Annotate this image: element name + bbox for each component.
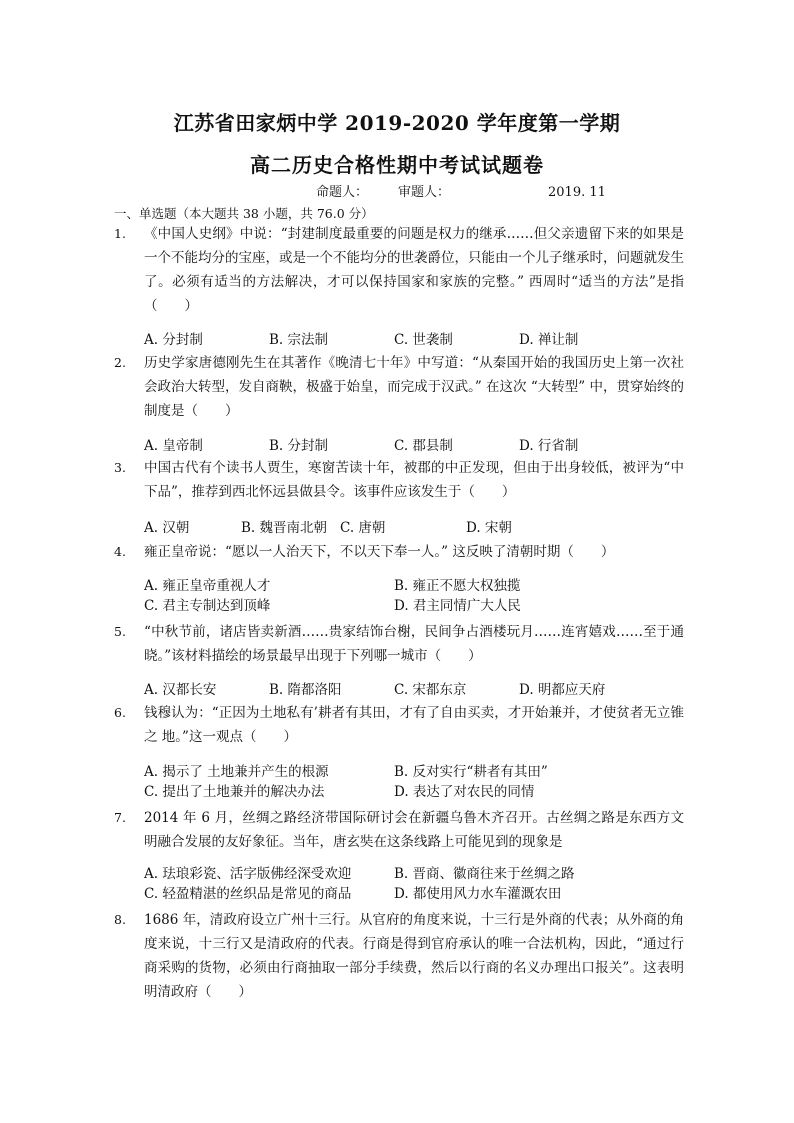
option-c: C. 提出了土地兼并的解决办法 xyxy=(144,784,325,800)
exam-date: 2019. 11 xyxy=(548,185,606,200)
question-number: 6. xyxy=(114,705,126,720)
question-stem: 《中国人史纲》中说：“封建制度最重要的问题是权力的继承……但父亲遗留下来的如果是一个不能均分的宝座，或是一个不能均分的世袭爵位，只能由一个儿子继承时，问题就发生了。必须有适当的方法解决，才可以保持国家和家族的完整。” 西周时“适当的方法”是指（ ） xyxy=(144,226,684,314)
option-a: A. 皇帝制 xyxy=(144,438,203,454)
question-stem: 2014 年 6 月，丝绸之路经济带国际研讨会在新疆乌鲁木齐召开。古丝绸之路是东西方文明融合发展的友好象征。当年，唐玄奘在这条线路上可能见到的现象是 xyxy=(144,810,684,850)
question-number: 8. xyxy=(114,912,126,927)
option-b: B. 晋商、徽商往来于丝绸之路 xyxy=(394,866,575,882)
question-stem: 雍正皇帝说：“愿以一人治天下，不以天下奉一人。” 这反映了清朝时期（ ） xyxy=(144,544,615,560)
option-c: C. 世袭制 xyxy=(394,332,453,348)
question-number: 5. xyxy=(114,624,126,639)
exam-title: 江苏省田家炳中学 2019-2020 学年度第一学期 xyxy=(173,111,621,135)
question-number: 4. xyxy=(114,544,126,559)
question-5 xyxy=(114,620,684,668)
question-7 xyxy=(114,806,684,854)
section-heading: 一、单选题（本大题共 38 小题，共 76.0 分） xyxy=(114,206,374,221)
question-number: 3. xyxy=(114,460,126,475)
option-d: D. 明都应天府 xyxy=(519,682,606,698)
option-b: B. 隋都洛阳 xyxy=(269,682,342,698)
option-c: C. 君主专制达到顶峰 xyxy=(144,598,271,614)
question-5-options xyxy=(144,680,644,700)
question-number: 7. xyxy=(114,810,126,825)
option-d: D. 宋朝 xyxy=(466,520,512,536)
question-6-options xyxy=(144,762,644,802)
question-3-options xyxy=(144,518,512,538)
question-6 xyxy=(114,701,684,749)
proposer-label: 命题人： xyxy=(316,185,369,200)
question-8 xyxy=(114,908,684,1004)
question-2 xyxy=(114,351,684,423)
question-1-options xyxy=(144,330,644,350)
option-c: C. 轻盈精湛的丝织品是常见的商品 xyxy=(144,886,352,902)
option-c: C. 宋都东京 xyxy=(394,682,467,698)
option-b: B. 分封制 xyxy=(269,438,329,454)
exam-meta xyxy=(316,181,606,200)
option-a: A. 揭示了 土地兼并产生的根源 xyxy=(144,764,329,780)
question-number: 1. xyxy=(114,226,126,241)
question-1 xyxy=(114,222,684,318)
reviewer-label: 审题人： xyxy=(398,185,451,200)
option-d: D. 禅让制 xyxy=(519,332,579,348)
option-c: C. 郡县制 xyxy=(394,438,453,454)
question-4 xyxy=(114,540,684,564)
option-a: A. 分封制 xyxy=(144,332,203,348)
question-stem: 历史学家唐德刚先生在其著作《晚清七十年》中写道：“从秦国开始的我国历史上第一次社会政治大转型，发自商鞅，极盛于始皇，而完成于汉武。” 在这次 “大转型” 中，贯穿始终的制度是（ ） xyxy=(144,355,684,419)
option-b: B. 雍正不愿大权独揽 xyxy=(394,578,521,594)
option-b: B. 宗法制 xyxy=(269,332,329,348)
option-a: A. 汉朝 xyxy=(144,520,190,536)
option-a: A. 雍正皇帝重视人才 xyxy=(144,578,271,594)
option-d: D. 行省制 xyxy=(519,438,579,454)
question-stem: 钱穆认为：“正因为土地私有’耕者有其田，才有了自由买卖，才开始兼并，才使贫者无立锥之 地。”这一观点（ ） xyxy=(144,705,684,745)
exam-subtitle: 高二历史合格性期中考试试题卷 xyxy=(250,153,544,177)
question-stem: 1686 年，清政府设立广州十三行。从官府的角度来说，十三行是外商的代表；从外商的角度来说，十三行又是清政府的代表。行商是得到官府承认的唯一合法机构，因此，“通过行商采购的货物，必须由行商抽取一部分手续费，然后以行商的名义办理出口报关”。这表明明清政府（ ） xyxy=(144,912,684,1000)
question-2-options xyxy=(144,436,644,456)
option-b: B. 魏晋南北朝 xyxy=(241,520,328,536)
question-number: 2. xyxy=(114,355,126,370)
question-7-options xyxy=(144,864,644,904)
question-stem: “中秋节前，诸店皆卖新酒……贵家结饰台榭，民间争占酒楼玩月……连宵嬉戏……至于通晓。”该材料描绘的场景最早出现于下列哪一城市（ ） xyxy=(144,624,684,664)
option-a: A. 汉都长安 xyxy=(144,682,217,698)
option-d: D. 表达了对农民的同情 xyxy=(394,784,535,800)
option-d: D. 都使用风力水车灌溉农田 xyxy=(394,886,562,902)
question-4-options xyxy=(144,576,644,616)
question-3 xyxy=(114,456,684,504)
option-c: C. 唐朝 xyxy=(340,520,386,536)
question-stem: 中国古代有个读书人贾生，寒窗苦读十年，被郡的中正发现，但由于出身较低，被评为“中下品”，推荐到西北怀远县做县令。该事件应该发生于（ ） xyxy=(144,460,684,500)
option-d: D. 君主同情广大人民 xyxy=(394,598,521,614)
option-b: B. 反对实行“耕者有其田” xyxy=(394,764,548,780)
option-a: A. 珐琅彩瓷、活字版佛经深受欢迎 xyxy=(144,866,352,882)
